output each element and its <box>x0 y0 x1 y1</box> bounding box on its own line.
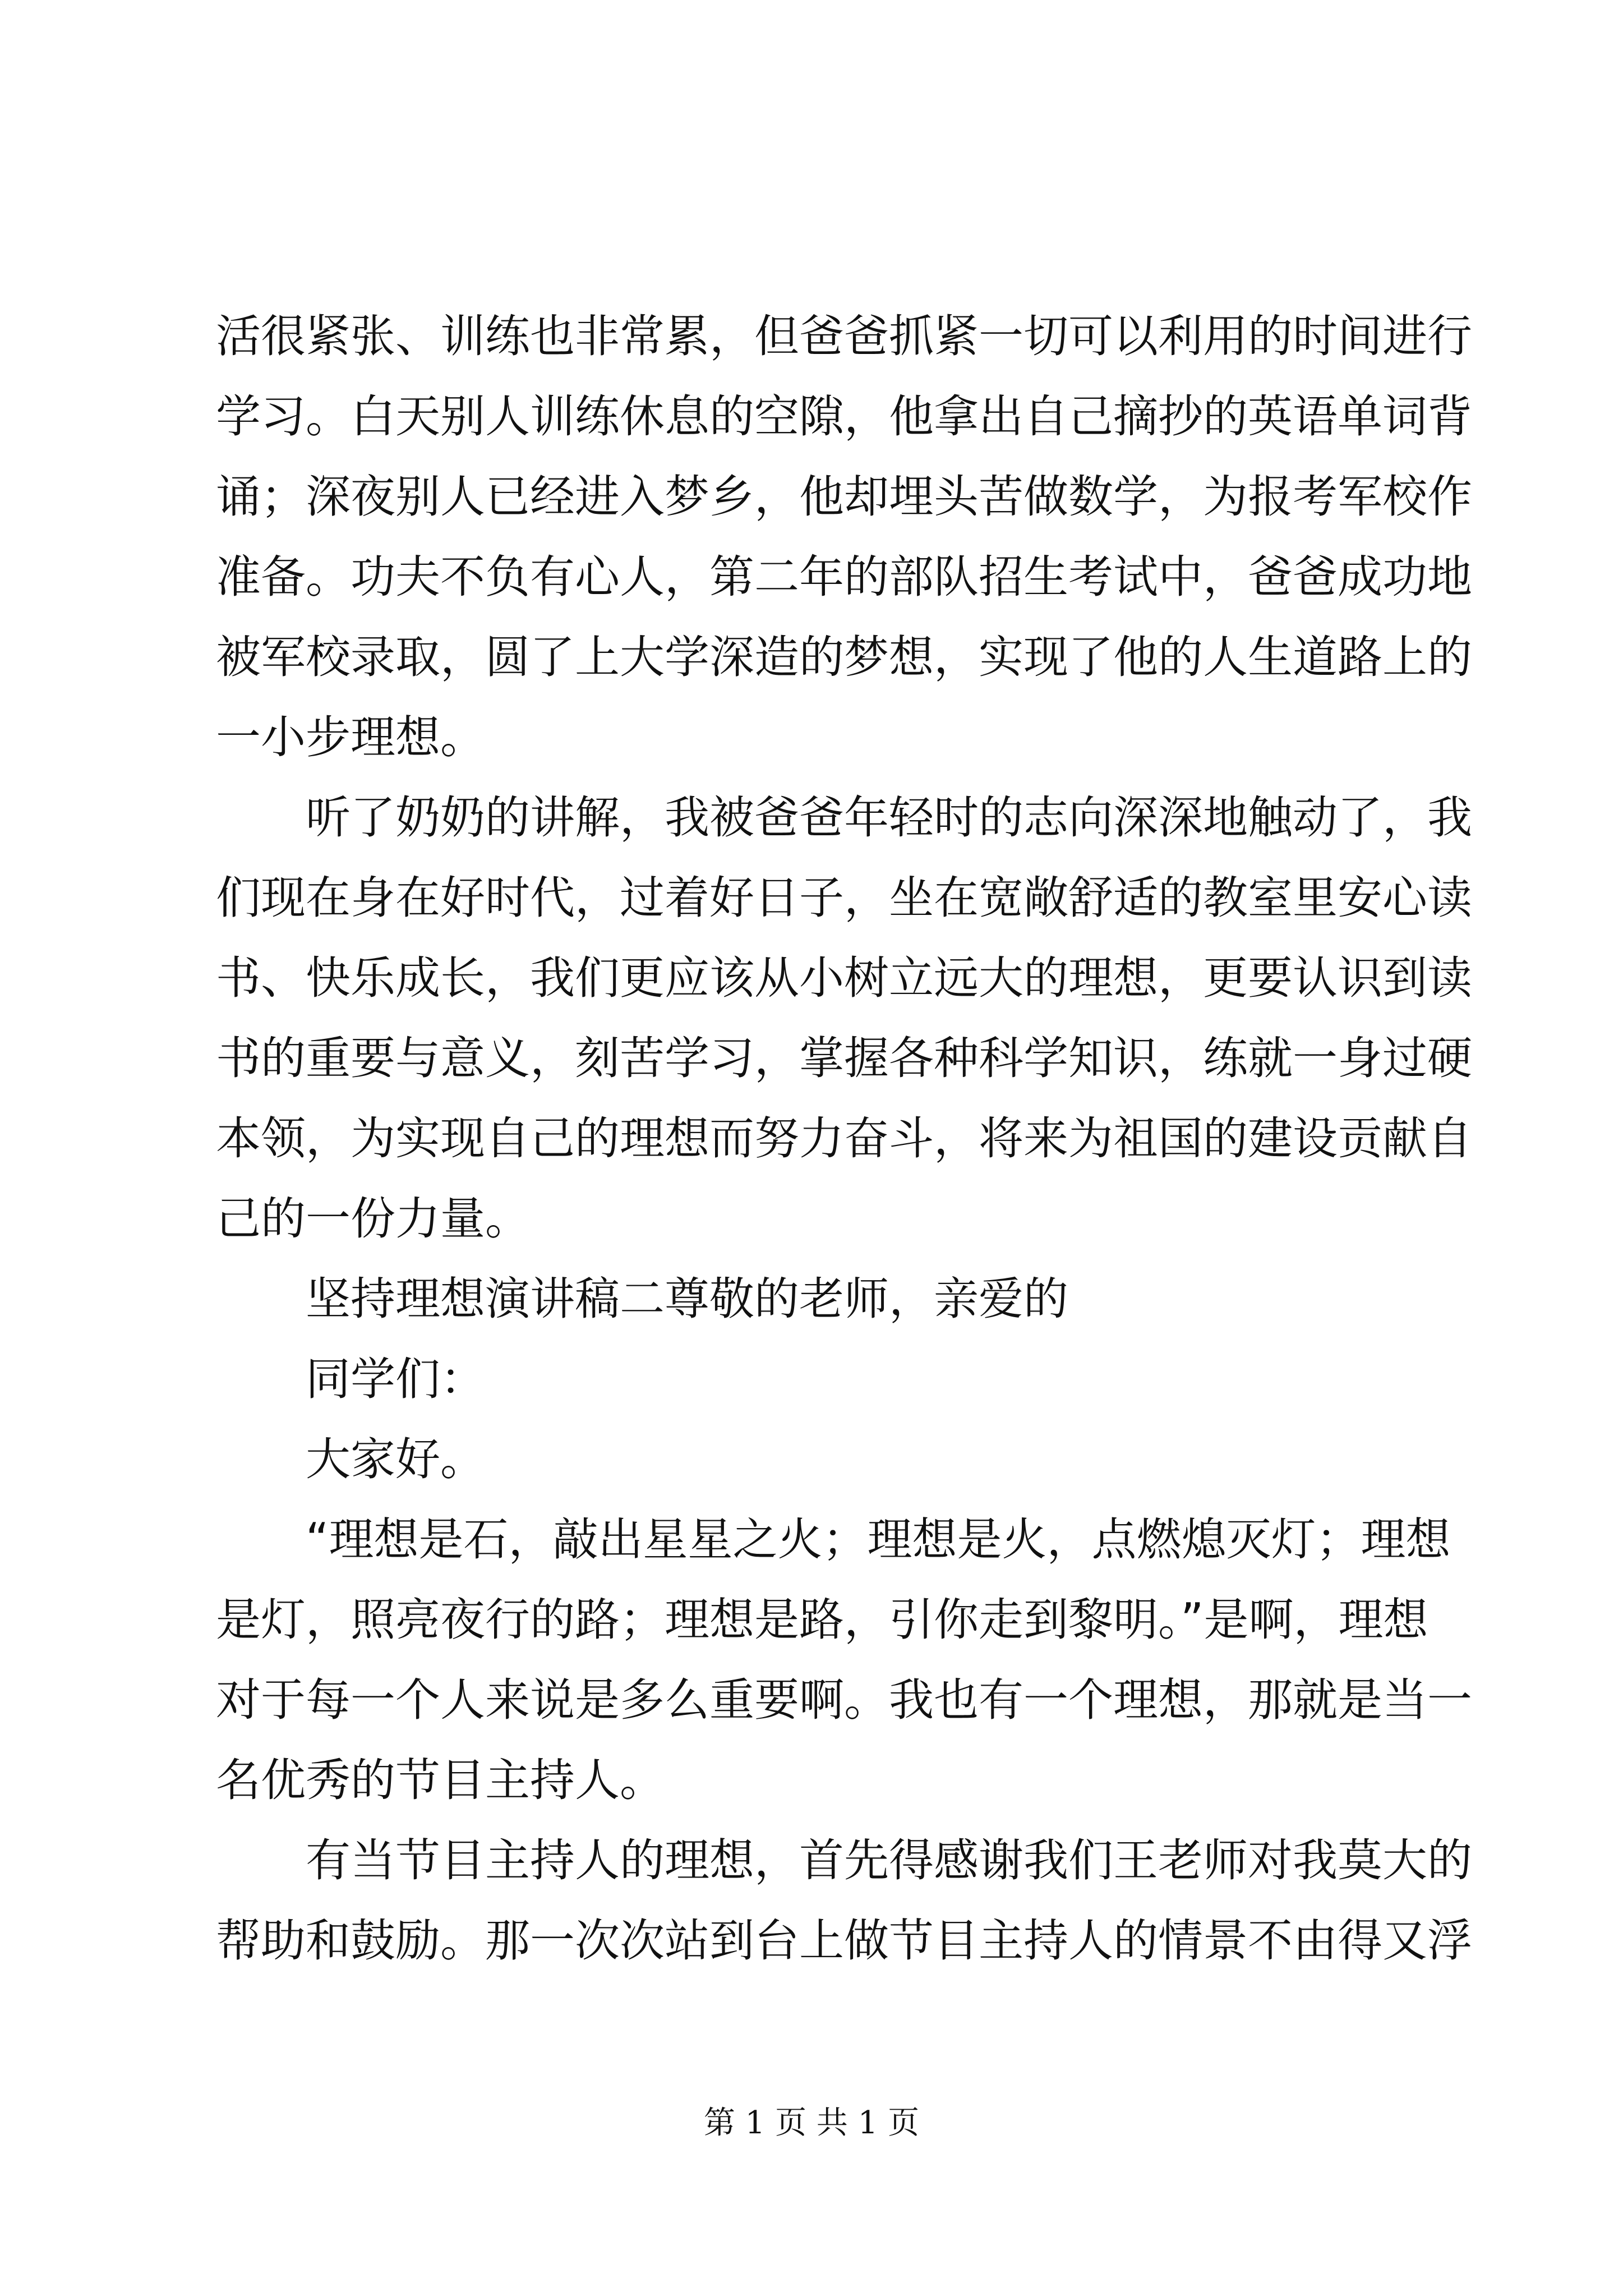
text-line: 书的重要与意义，刻苦学习，掌握各种科学知识，练就一身过硬 <box>216 1032 1472 1084</box>
text-line: 同学们： <box>306 1353 485 1405</box>
text-line: 大家好。 <box>306 1433 485 1485</box>
text-line: 一小步理想。 <box>216 711 485 763</box>
text-line: 本领，为实现自己的理想而努力奋斗，将来为祖国的建设贡献自 <box>216 1112 1472 1165</box>
text-line: 名优秀的节目主持人。 <box>216 1754 665 1806</box>
text-line: 被军校录取，圆了上大学深造的梦想，实现了他的人生道路上的 <box>216 631 1472 683</box>
text-line: 活很紧张、训练也非常累，但爸爸抓紧一切可以利用的时间进行 <box>216 310 1472 362</box>
text-line: 有当节目主持人的理想，首先得感谢我们王老师对我莫大的 <box>306 1834 1472 1887</box>
text-line: 对于每一个人来说是多么重要啊。我也有一个理想，那就是当一 <box>216 1674 1472 1726</box>
text-line: 帮助和鼓励。那一次次站到台上做节目主持人的情景不由得又浮 <box>216 1915 1472 1967</box>
section-heading: 坚持理想演讲稿二尊敬的老师，亲爱的 <box>306 1273 1068 1325</box>
text-line: 己的一份力量。 <box>216 1193 530 1245</box>
text-line: 们现在身在好时代，过着好日子，坐在宽敞舒适的教室里安心读 <box>216 872 1472 924</box>
text-line: 书、快乐成长，我们更应该从小树立远大的理想，更要认识到读 <box>216 952 1472 1004</box>
page-number-footer: 第 1 页 共 1 页 <box>703 2105 920 2141</box>
text-line: 听了奶奶的讲解，我被爸爸年轻时的志向深深地触动了，我 <box>306 792 1472 844</box>
text-line: “理想是石，敲出星星之火；理想是火，点燃熄灭灯；理想 <box>306 1513 1451 1566</box>
text-line: 准备。功夫不负有心人，第二年的部队招生考试中，爸爸成功地 <box>216 551 1472 603</box>
text-line: 诵；深夜别人已经进入梦乡，他却埋头苦做数学，为报考军校作 <box>216 471 1472 523</box>
text-line: 是灯，照亮夜行的路；理想是路，引你走到黎明。”是啊，理想 <box>216 1594 1428 1646</box>
text-line: 学习。白天别人训练休息的空隙，他拿出自己摘抄的英语单词背 <box>216 390 1472 443</box>
